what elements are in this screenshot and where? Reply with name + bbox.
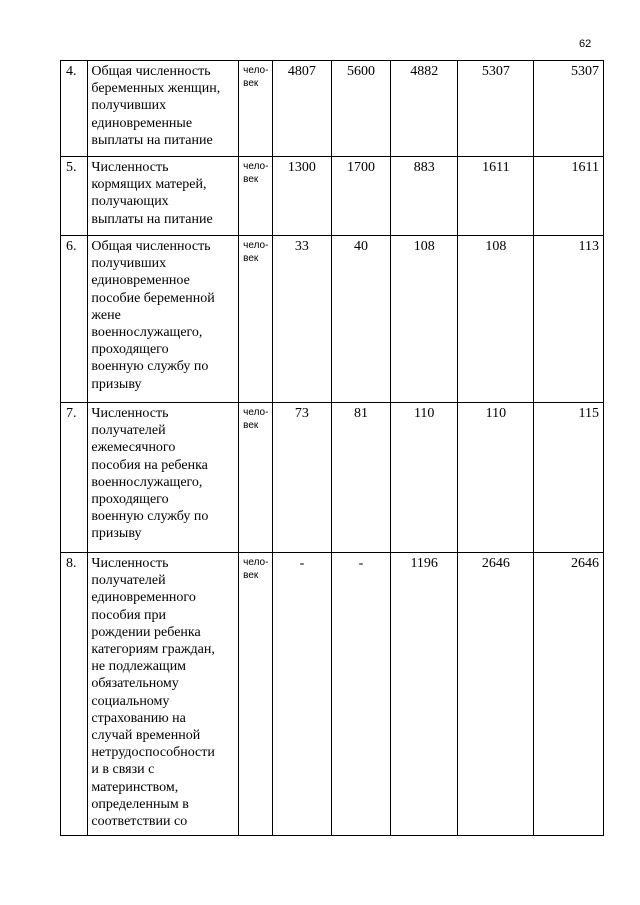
unit-of-measure: [239, 236, 273, 403]
indicator-name-line: определенным в: [91, 796, 189, 812]
value-cell: 108: [458, 236, 534, 403]
value-cell: 4807: [272, 61, 331, 157]
value-cell: 113: [534, 236, 604, 403]
value-cell: -: [272, 553, 331, 836]
unit-line: век: [243, 420, 259, 431]
unit-line: век: [243, 78, 259, 89]
indicator-name-line: проходящего: [91, 492, 169, 508]
indicator-name-line: обязательному: [91, 676, 179, 692]
unit-line: век: [243, 253, 259, 264]
indicator-name: [88, 553, 239, 836]
value-cell: 1700: [331, 157, 390, 236]
value-cell: 108: [390, 236, 457, 403]
indicator-name-line: выплаты на питание: [91, 132, 213, 148]
row-number: 7.: [61, 403, 88, 553]
indicator-name-line: материнством,: [91, 779, 179, 795]
unit-line: век: [243, 570, 259, 581]
indicator-name-line: Общая численность: [91, 64, 211, 79]
indicator-name-line: получающих: [91, 194, 169, 210]
value-cell: 2646: [534, 553, 604, 836]
indicator-name-line: выплаты на питание: [91, 211, 213, 227]
value-cell: 1300: [272, 157, 331, 236]
indicator-name-line: получателей: [91, 423, 166, 439]
value-cell: 1611: [534, 157, 604, 236]
indicator-name-line: ежемесячного: [91, 440, 176, 456]
indicator-name-line: категориям граждан,: [91, 642, 215, 658]
value-cell: 2646: [458, 553, 534, 836]
value-cell: 110: [390, 403, 457, 553]
unit-line: чело-: [243, 240, 269, 251]
indicator-name-line: единовременные: [91, 115, 193, 131]
unit-of-measure: [239, 61, 273, 157]
unit-of-measure: [239, 403, 273, 553]
indicator-name-line: Численность: [91, 160, 169, 175]
unit-line: чело-: [243, 161, 269, 172]
indicator-name-line: Общая численность: [91, 239, 211, 254]
page-number: 62: [579, 38, 592, 50]
indicator-name-line: единовременного: [91, 590, 196, 606]
indicator-name-line: проходящего: [91, 342, 169, 358]
indicator-name-line: Численность: [91, 406, 169, 421]
indicator-name-line: единовременное: [91, 273, 190, 289]
indicator-name-line: нетрудоспособности: [91, 745, 215, 761]
table-row: [61, 61, 604, 157]
indicator-name-line: пособие беременной: [91, 290, 215, 306]
indicator-name: [88, 157, 239, 236]
indicator-name-line: случай временной: [91, 728, 201, 744]
value-cell: 1611: [458, 157, 534, 236]
indicator-name-line: получивших: [91, 256, 167, 272]
indicator-name-line: военнослужащего,: [91, 474, 203, 490]
indicator-name-line: не подлежащим: [91, 659, 187, 675]
indicator-name-line: военнослужащего,: [91, 325, 203, 341]
value-cell: 73: [272, 403, 331, 553]
value-cell: 5307: [534, 61, 604, 157]
indicator-name-line: и в связи с: [91, 762, 155, 778]
indicator-name: [88, 61, 239, 157]
value-cell: -: [331, 553, 390, 836]
indicator-name-line: получателей: [91, 573, 166, 589]
value-cell: 883: [390, 157, 457, 236]
table-row: [61, 553, 604, 836]
indicator-name-line: соответствии со: [91, 814, 188, 830]
indicator-name-line: беременных женщин,: [91, 81, 221, 97]
value-cell: 4882: [390, 61, 457, 157]
indicator-name-line: жене: [91, 307, 121, 323]
unit-line: чело-: [243, 407, 269, 418]
table-row: [61, 403, 604, 553]
unit-line: чело-: [243, 65, 269, 76]
indicator-name-line: призыву: [91, 376, 142, 392]
unit-line: чело-: [243, 557, 269, 568]
value-cell: 110: [458, 403, 534, 553]
unit-line: век: [243, 174, 259, 185]
indicator-name-line: пособия на ребенка: [91, 457, 208, 473]
indicator-name-line: получивших: [91, 98, 167, 114]
indicator-name-line: кормящих матерей,: [91, 177, 207, 193]
value-cell: 5600: [331, 61, 390, 157]
indicator-name-line: пособия при: [91, 607, 166, 623]
value-cell: 40: [331, 236, 390, 403]
value-cell: 1196: [390, 553, 457, 836]
indicator-name-line: Численность: [91, 556, 169, 571]
indicator-name-line: социальному: [91, 693, 170, 709]
indicator-name-line: военную службу по: [91, 359, 209, 375]
row-number: 8.: [61, 553, 88, 836]
indicator-name: [88, 403, 239, 553]
value-cell: 115: [534, 403, 604, 553]
indicator-name-line: страхованию на: [91, 710, 186, 726]
value-cell: 33: [272, 236, 331, 403]
row-number: 6.: [61, 236, 88, 403]
indicator-name-line: военную службу по: [91, 509, 209, 525]
table-row: [61, 157, 604, 236]
indicator-name-line: призыву: [91, 526, 142, 542]
indicator-name-line: рождении ребенка: [91, 624, 201, 640]
indicator-name: [88, 236, 239, 403]
value-cell: 5307: [458, 61, 534, 157]
unit-of-measure: [239, 157, 273, 236]
statistics-table: [60, 60, 604, 836]
value-cell: 81: [331, 403, 390, 553]
row-number: 5.: [61, 157, 88, 236]
unit-of-measure: [239, 553, 273, 836]
table-row: [61, 236, 604, 403]
row-number: 4.: [61, 61, 88, 157]
